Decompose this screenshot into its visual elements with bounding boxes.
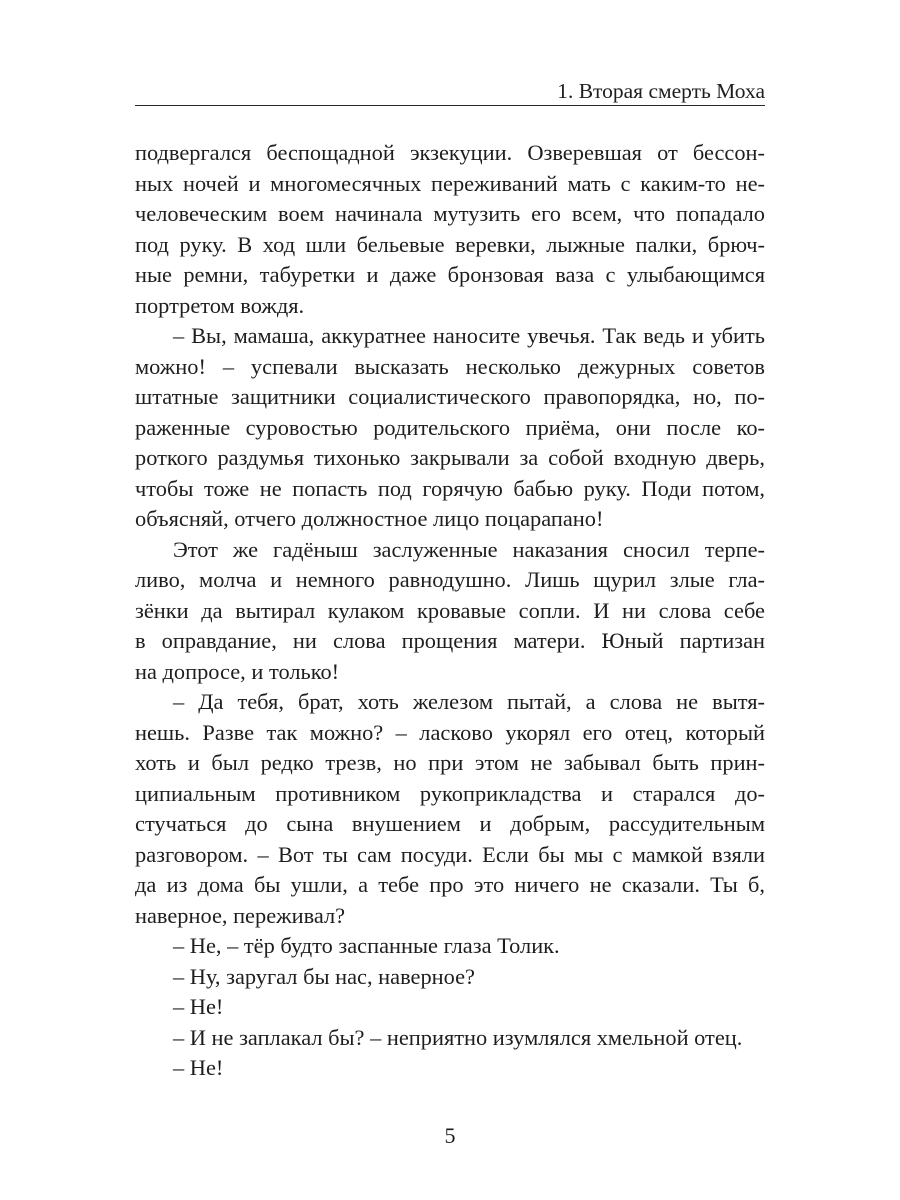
text-line: – Вы, мамаша, аккуратнее наносите увечья. Так ведь и убить <box>173 323 765 348</box>
text-line: – Не! <box>173 1055 224 1080</box>
text-line: – И не заплакал бы? – неприятно изумлялся хмельной отец. <box>173 1024 743 1050</box>
text-line: да из дома бы ушли, а тебе про это ничего не сказали. Ты б, <box>135 872 765 897</box>
running-title: 1. Вторая смерть Моха <box>557 79 765 103</box>
text-line: штатные защитники социалистического правопорядка, но, по- <box>135 384 765 409</box>
text-line: – Не, – тёр будто заспанные глаза Толик. <box>173 933 560 958</box>
text-line: чтобы тоже не попасть под горячую бабью руку. Поди потом, <box>135 475 765 501</box>
text-line: портретом вождя. <box>135 292 305 318</box>
text-line: на допросе, и только! <box>135 658 340 684</box>
text-line: ные ремни, табуретки и даже бронзовая ваза с улыбающимся <box>135 262 765 287</box>
text-line: стучаться до сына внушением и добрым, рассудительным <box>135 811 765 836</box>
text-line: ных ночей и многомесячных переживаний мать с каким-то не- <box>135 170 765 196</box>
body-text <box>135 138 765 1084</box>
text-line: объясняй, отчего должностное лицо поцарапано! <box>135 506 604 531</box>
text-line: раженные суровостью родительского приёма, они после ко- <box>135 414 765 440</box>
text-line: ципиальным противником рукоприкладства и старался до- <box>135 780 765 806</box>
text-line: человеческим воем начинала мутузить его всем, что попадало <box>135 201 765 226</box>
text-line: зёнки да вытирал кулаком кровавые сопли. И ни слова себе <box>135 597 765 623</box>
text-line: ливо, молча и немного равнодушно. Лишь щурил злые гла- <box>135 567 765 592</box>
header-rule <box>135 105 765 106</box>
text-line: можно! – успевали высказать несколько дежурных советов <box>135 353 765 379</box>
text-line: роткого раздумья тихонько закрывали за собой входную дверь, <box>135 445 765 470</box>
page-number: 5 <box>444 1123 456 1148</box>
text-line: в оправдание, ни слова прощения матери. Юный партизан <box>135 628 765 653</box>
text-line: – Не! <box>173 994 224 1019</box>
text-line: наверное, переживал? <box>135 902 346 928</box>
text-line: нешь. Разве так можно? – ласково укорял его отец, который <box>135 719 765 745</box>
text-line: подвергался беспощадной экзекуции. Озверевшая от бессон- <box>135 140 765 165</box>
text-line: – Да тебя, брат, хоть железом пытай, а слова не вытя- <box>173 689 765 714</box>
text-line: Этот же гадёныш заслуженные наказания сносил терпе- <box>173 536 765 562</box>
text-line: хоть и был редко трезв, но при этом не забывал быть прин- <box>135 750 765 775</box>
text-line: – Ну, заругал бы нас, наверное? <box>173 963 475 989</box>
text-line: разговором. – Вот ты сам посуди. Если бы мы с мамкой взяли <box>135 841 765 867</box>
text-line: под руку. В ход шли бельевые веревки, лыжные палки, брюч- <box>135 231 765 257</box>
